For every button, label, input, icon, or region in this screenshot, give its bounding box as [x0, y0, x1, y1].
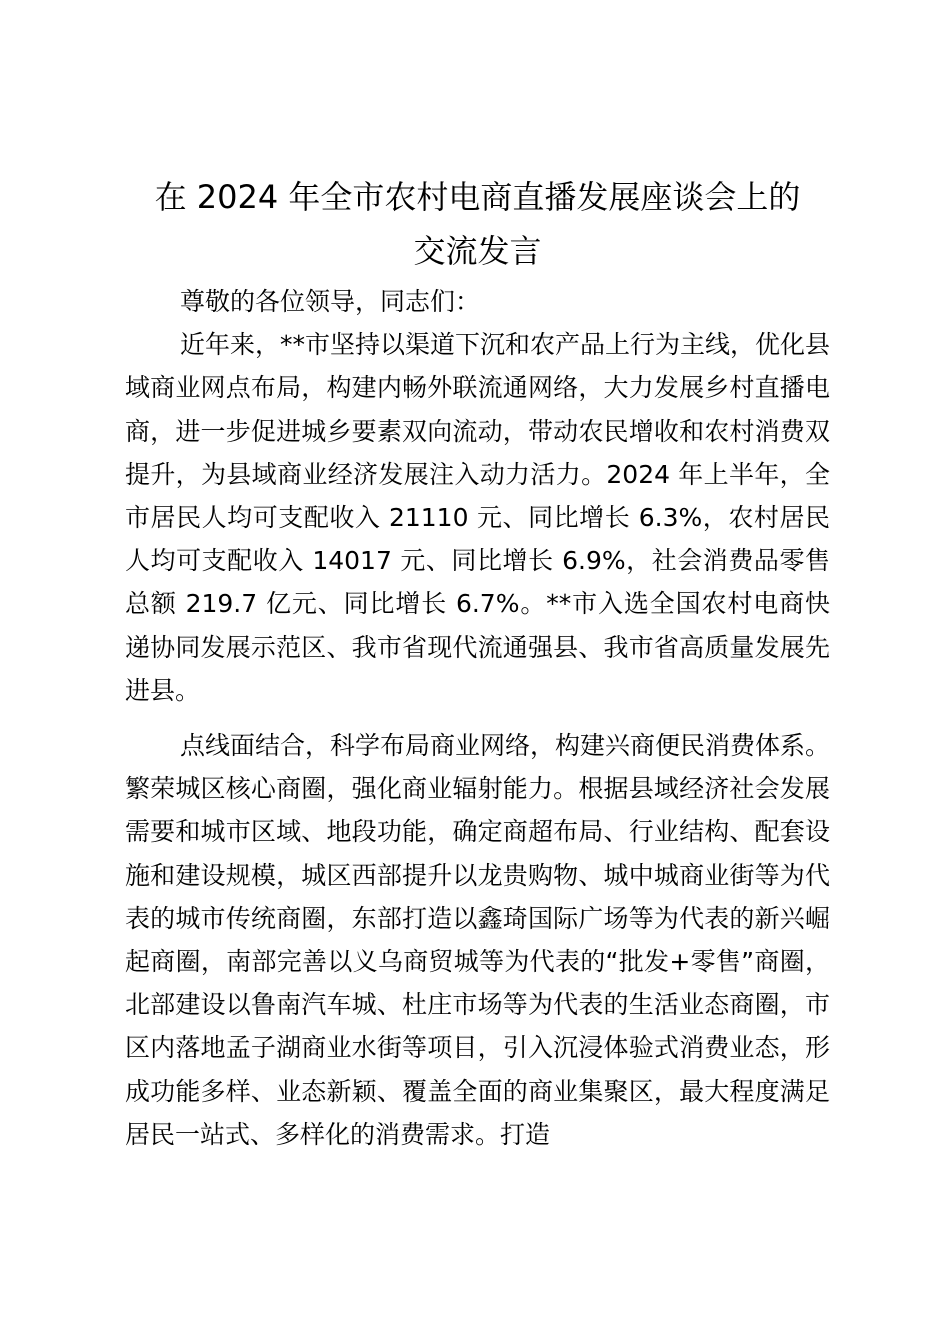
title-line-1: 在 2024 年全市农村电商直播发展座谈会上的 [154, 178, 801, 216]
title-line-2: 交流发言 [413, 232, 542, 270]
paragraph-2: 点线面结合，科学布局商业网络，构建兴商便民消费体系。繁荣城区核心商圈，强化商业辐射能力。根据县域经济社会发展需要和城市区域、地段功能，确定商超布局、行业结构、配套设施和建设规模，城区西部提升以龙贵购物、城中城商业街等为代表的城市传统商圈，东部打造以鑫琦国际广场等为代表的新兴崛起商圈，南部完善以义乌商贸城等为代表的“批发+零售”商圈，北部建设以鲁南汽车城、杜庄市场等为代表的生活业态商圈，市区内落地孟子湖商业水街等项目，引入沉浸体验式消费业态，形成功能多样、业态新颖、覆盖全面的商业集聚区，最大程度满足居民一站式、多样化的消费需求。打造 [125, 731, 831, 1149]
paragraph-1: 近年来，**市坚持以渠道下沉和农产品上行为主线，优化县域商业网点布局，构建内畅外联流通网络，大力发展乡村直播电商，进一步促进城乡要素双向流动，带动农民增收和农村消费双提升，为县域商业经济发展注入动力活力。2024 年上半年，全市居民人均可支配收入 21110 元、同比增长 6.3%，农村居民人均可支配收入 14017 元、同比增长 6.9%，社会消费品零售总额 219.7 亿元、同比增长 6.7%。**市入选全国农村电商快递协同发展示范区、我市省现代流通强县、我市省高质量发展先进县。 [125, 330, 831, 705]
document-body [125, 280, 830, 1156]
document-title [110, 170, 845, 278]
salutation: 尊敬的各位领导，同志们： [180, 287, 481, 316]
